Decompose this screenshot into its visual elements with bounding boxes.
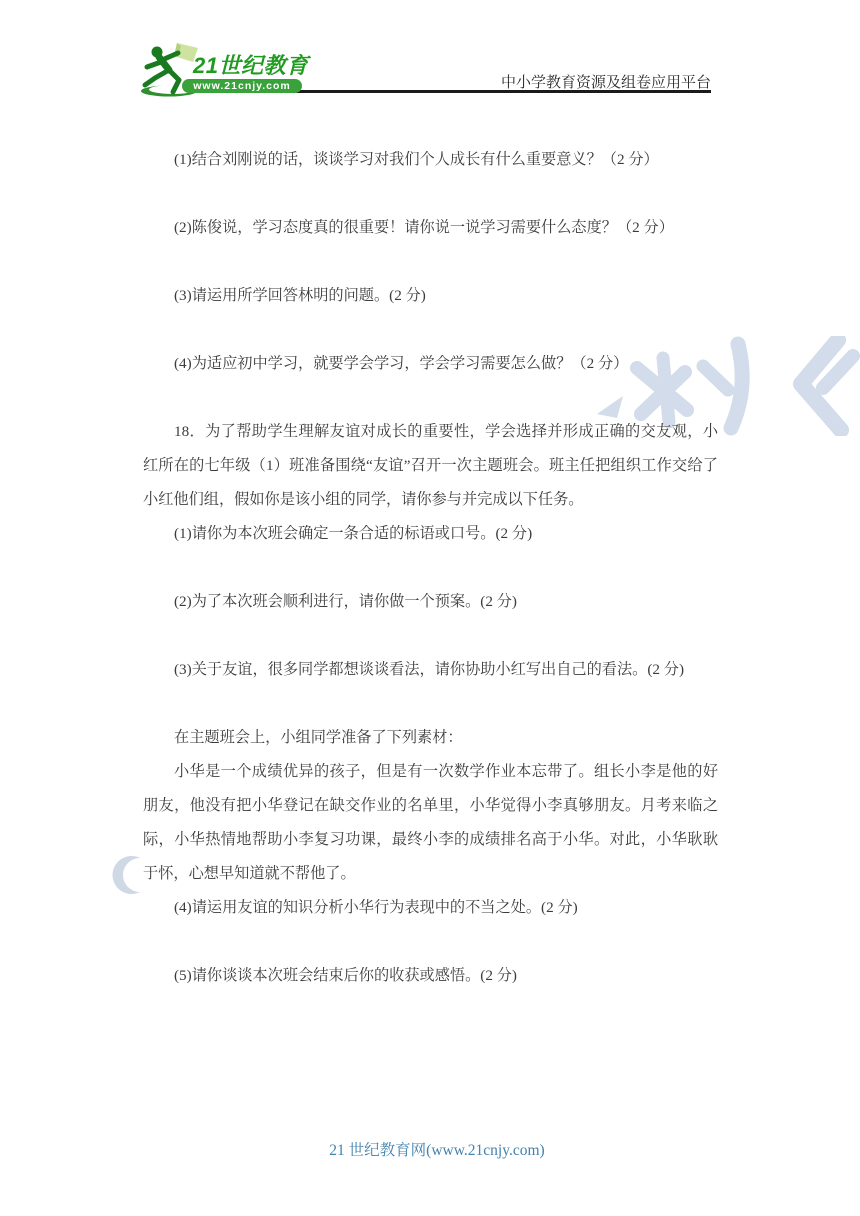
q18-item-1: (1)请你为本次班会确定一条合适的标语或口号。(2 分): [174, 525, 533, 542]
q18-item-5: (5)请你谈谈本次班会结束后你的收获或感悟。(2 分): [174, 967, 517, 984]
footer-site-link[interactable]: 21 世纪教育网(www.21cnjy.com): [329, 1142, 545, 1159]
q18-intro: 18．为了帮助学生理解友谊对成长的重要性，学会选择并形成正确的交友观，小红所在的七年级（1）班准备围绕“友谊”召开一次主题班会。班主任把组织工作交给了小红他们组，假如你是该小组的同学，请你参与并完成以下任务。: [143, 423, 718, 508]
brand-name: 21世纪教育: [193, 53, 309, 78]
q18-item-2: (2)为了本次班会顺利进行，请你做一个预案。(2 分): [174, 593, 517, 610]
page-footer: [7, 1138, 860, 1160]
watermark-crescent: [100, 853, 142, 897]
q17-item-2: (2)陈俊说，学习态度真的很重要！请你说一说学习需要什么态度？（2 分）: [174, 219, 674, 236]
q18-item-4: (4)请运用友谊的知识分析小华行为表现中的不当之处。(2 分): [174, 899, 578, 916]
document-body: [143, 143, 718, 993]
brand-url: www.21cnjy.com: [182, 79, 302, 93]
platform-tagline: 中小学教育资源及组卷应用平台: [500, 75, 711, 91]
q17-item-3: (3)请运用所学回答林明的问题。(2 分): [174, 287, 426, 304]
material-intro: 在主题班会上，小组同学准备了下列素材：: [174, 729, 463, 746]
q18-item-3: (3)关于友谊，很多同学都想谈谈看法，请你协助小红写出自己的看法。(2 分): [174, 661, 685, 678]
brand-logo: [140, 42, 315, 98]
material-paragraph: 小华是一个成绩优异的孩子，但是有一次数学作业本忘带了。组长小李是他的好朋友，他没有把小华登记在缺交作业的名单里，小华觉得小李真够朋友。月考来临之际，小华热情地帮助小李复习功课，最终小李的成绩排名高于小华。对此，小华耿耿于怀，心想早知道就不帮他了。: [143, 763, 718, 882]
q17-item-1: (1)结合刘刚说的话，谈谈学习对我们个人成长有什么重要意义？（2 分）: [174, 151, 659, 168]
q17-item-4: (4)为适应初中学习，就要学会学习，学会学习需要怎么做？（2 分）: [174, 355, 629, 372]
